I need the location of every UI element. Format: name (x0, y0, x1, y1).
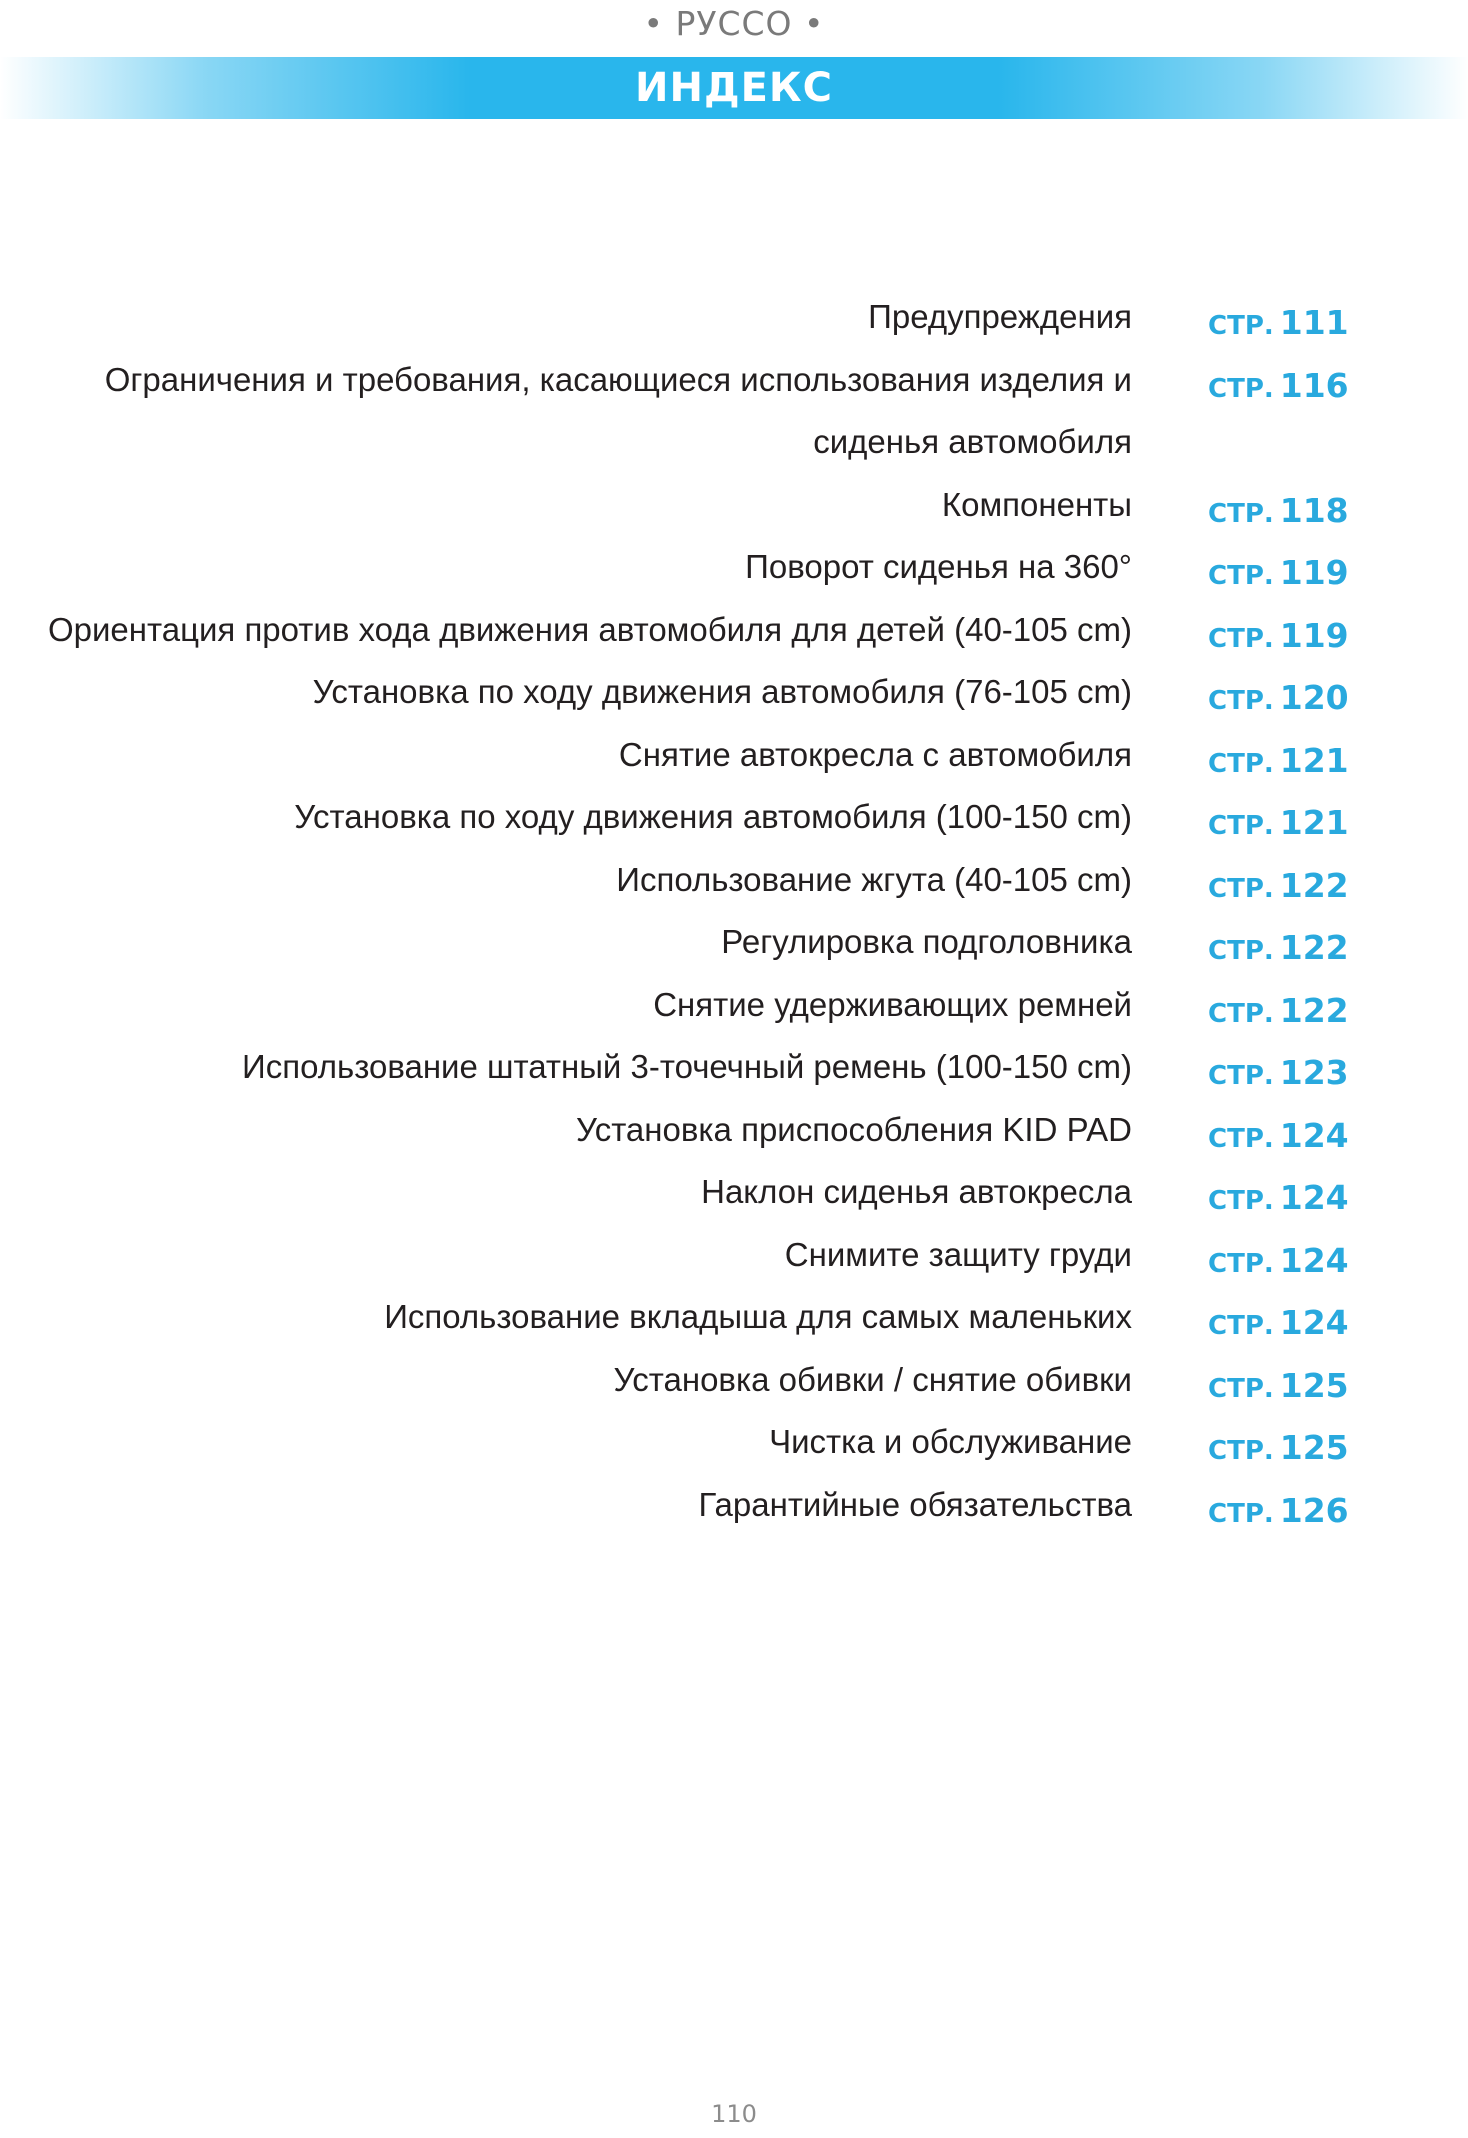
page-number-ref: 126 (1279, 1490, 1349, 1530)
toc-entry[interactable] (0, 1168, 1468, 1231)
page-number-ref: 122 (1279, 865, 1349, 905)
page-number: 110 (711, 2100, 757, 2128)
toc-entry-page-ref (1208, 799, 1349, 853)
toc-entry[interactable] (0, 418, 1468, 481)
toc-entry-page-ref (1208, 299, 1349, 353)
toc-entry-page-ref (1208, 1362, 1349, 1416)
page-number-ref: 122 (1279, 990, 1349, 1030)
bullet-right: • (804, 4, 825, 43)
page-number-ref: 111 (1279, 303, 1349, 342)
toc-entry-label: Поворот сиденья на 360° (745, 548, 1132, 585)
language-label (0, 4, 1468, 43)
toc-entry-label: Ориентация против хода движения автомобиля для детей (40-105 cm) (47, 610, 1132, 648)
toc-entry-page-ref (1208, 924, 1349, 978)
toc-entry-page-ref (1208, 1299, 1349, 1353)
toc-entry-label: Гарантийные обязательства (698, 1485, 1132, 1523)
toc-entry-label: Регулировка подголовника (721, 923, 1132, 960)
toc-entry-label: Установка приспособления KID PAD (575, 1110, 1132, 1148)
toc-entry-page-ref (1208, 674, 1349, 728)
page-number-ref: 125 (1279, 1428, 1349, 1467)
toc-entry[interactable] (0, 293, 1468, 356)
toc-entry[interactable] (0, 481, 1468, 544)
toc-entry-label: Снимите защиту груди (784, 1235, 1132, 1273)
toc-entry[interactable] (0, 981, 1468, 1044)
page-prefix: СТР. (1208, 1498, 1274, 1529)
toc-entry[interactable] (0, 918, 1468, 981)
toc-entry[interactable] (0, 1293, 1468, 1356)
page-prefix: СТР. (1208, 811, 1274, 841)
toc-entry-page-ref (1208, 487, 1349, 541)
page-number-ref: 124 (1279, 1115, 1349, 1155)
toc-entry[interactable] (0, 856, 1468, 919)
page-prefix: СТР. (1208, 748, 1274, 779)
page-prefix: СТР. (1208, 873, 1274, 904)
page-prefix: СТР. (1208, 311, 1274, 341)
toc-entry[interactable] (0, 1106, 1468, 1169)
toc-entry-label: сиденья автомобиля (813, 423, 1132, 460)
toc-entry-label: Использование жгута (40-105 cm) (616, 860, 1132, 898)
toc-entry-label: Наклон сиденья автокресла (701, 1173, 1132, 1210)
toc-entry-page-ref (1208, 1112, 1349, 1166)
toc-entry-label: Ограничения и требования, касающиеся использования изделия и (104, 360, 1132, 398)
page-number-ref: 119 (1279, 553, 1349, 592)
page-prefix: СТР. (1208, 498, 1274, 529)
toc-entry[interactable] (0, 1043, 1468, 1106)
bullet-left: • (643, 4, 664, 43)
page-number-ref: 116 (1279, 365, 1349, 405)
toc-entry[interactable] (0, 1356, 1468, 1419)
toc-entry[interactable] (0, 1418, 1468, 1481)
page-prefix: СТР. (1208, 1373, 1274, 1404)
page-number-ref: 125 (1279, 1365, 1349, 1405)
toc-entry-label: Предупреждения (868, 298, 1132, 335)
page-prefix: СТР. (1208, 1436, 1274, 1466)
toc-entry-page-ref (1208, 987, 1349, 1041)
toc-entry[interactable] (0, 356, 1468, 419)
toc-entry[interactable] (0, 793, 1468, 856)
page-prefix: СТР. (1208, 936, 1274, 966)
page-number-ref: 124 (1279, 1178, 1349, 1217)
toc-entry[interactable] (0, 606, 1468, 669)
toc-entry-label: Снятие автокресла с автомобиля (618, 735, 1132, 773)
toc-entry[interactable] (0, 668, 1468, 731)
toc-entry[interactable] (0, 1231, 1468, 1294)
toc-entry-page-ref (1208, 1487, 1349, 1541)
page-number-ref: 121 (1279, 803, 1349, 842)
toc-entry-label: Установка по ходу движения автомобиля (100-150 cm) (294, 798, 1132, 835)
page-prefix: СТР. (1208, 623, 1274, 654)
page-prefix: СТР. (1208, 561, 1274, 591)
page-prefix: СТР. (1208, 998, 1274, 1029)
page-title: ИНДЕКС (635, 65, 833, 111)
page-number-ref: 119 (1279, 615, 1349, 655)
language-name: РУССО (675, 4, 793, 43)
page-prefix: СТР. (1208, 1248, 1274, 1279)
toc-entry-page-ref (1208, 1424, 1349, 1478)
toc-entry-page-ref (1208, 362, 1349, 416)
toc-entry-label: Компоненты (941, 485, 1132, 523)
page-prefix: СТР. (1208, 1311, 1274, 1341)
page-number-ref: 123 (1279, 1053, 1349, 1092)
toc-entry-label: Снятие удерживающих ремней (653, 985, 1132, 1023)
page-prefix: СТР. (1208, 1123, 1274, 1154)
toc-entry-page-ref (1208, 862, 1349, 916)
toc-entry-page-ref (1208, 1174, 1349, 1228)
page-number-ref: 120 (1279, 678, 1349, 717)
page-prefix: СТР. (1208, 1186, 1274, 1216)
page-number-ref: 124 (1279, 1240, 1349, 1280)
title-bar (0, 57, 1468, 119)
toc-entry-page-ref (1208, 549, 1349, 603)
toc-entry-page-ref (1208, 737, 1349, 791)
toc-entry-page-ref (1208, 612, 1349, 666)
toc-entry-label: Чистка и обслуживание (769, 1423, 1132, 1460)
toc-entry-label: Установка по ходу движения автомобиля (76-105 cm) (312, 673, 1132, 710)
page-number-ref: 118 (1279, 490, 1349, 530)
toc-entry-label: Использование вкладыша для самых маленьких (384, 1298, 1132, 1335)
table-of-contents (0, 293, 1468, 1543)
page-number-ref: 121 (1279, 740, 1349, 780)
toc-entry[interactable] (0, 1481, 1468, 1544)
page-prefix: СТР. (1208, 1061, 1274, 1091)
toc-entry-label: Установка обивки / снятие обивки (613, 1360, 1132, 1398)
page-number-ref: 124 (1279, 1303, 1349, 1342)
page-prefix: СТР. (1208, 373, 1274, 404)
toc-entry-page-ref (1208, 1237, 1349, 1291)
toc-entry-label: Использование штатный 3-точечный ремень (100-150 cm) (242, 1048, 1132, 1085)
toc-entry[interactable] (0, 543, 1468, 606)
page-number-ref: 122 (1279, 928, 1349, 967)
toc-entry[interactable] (0, 731, 1468, 794)
toc-entry-page-ref (1208, 1049, 1349, 1103)
page-prefix: СТР. (1208, 686, 1274, 716)
